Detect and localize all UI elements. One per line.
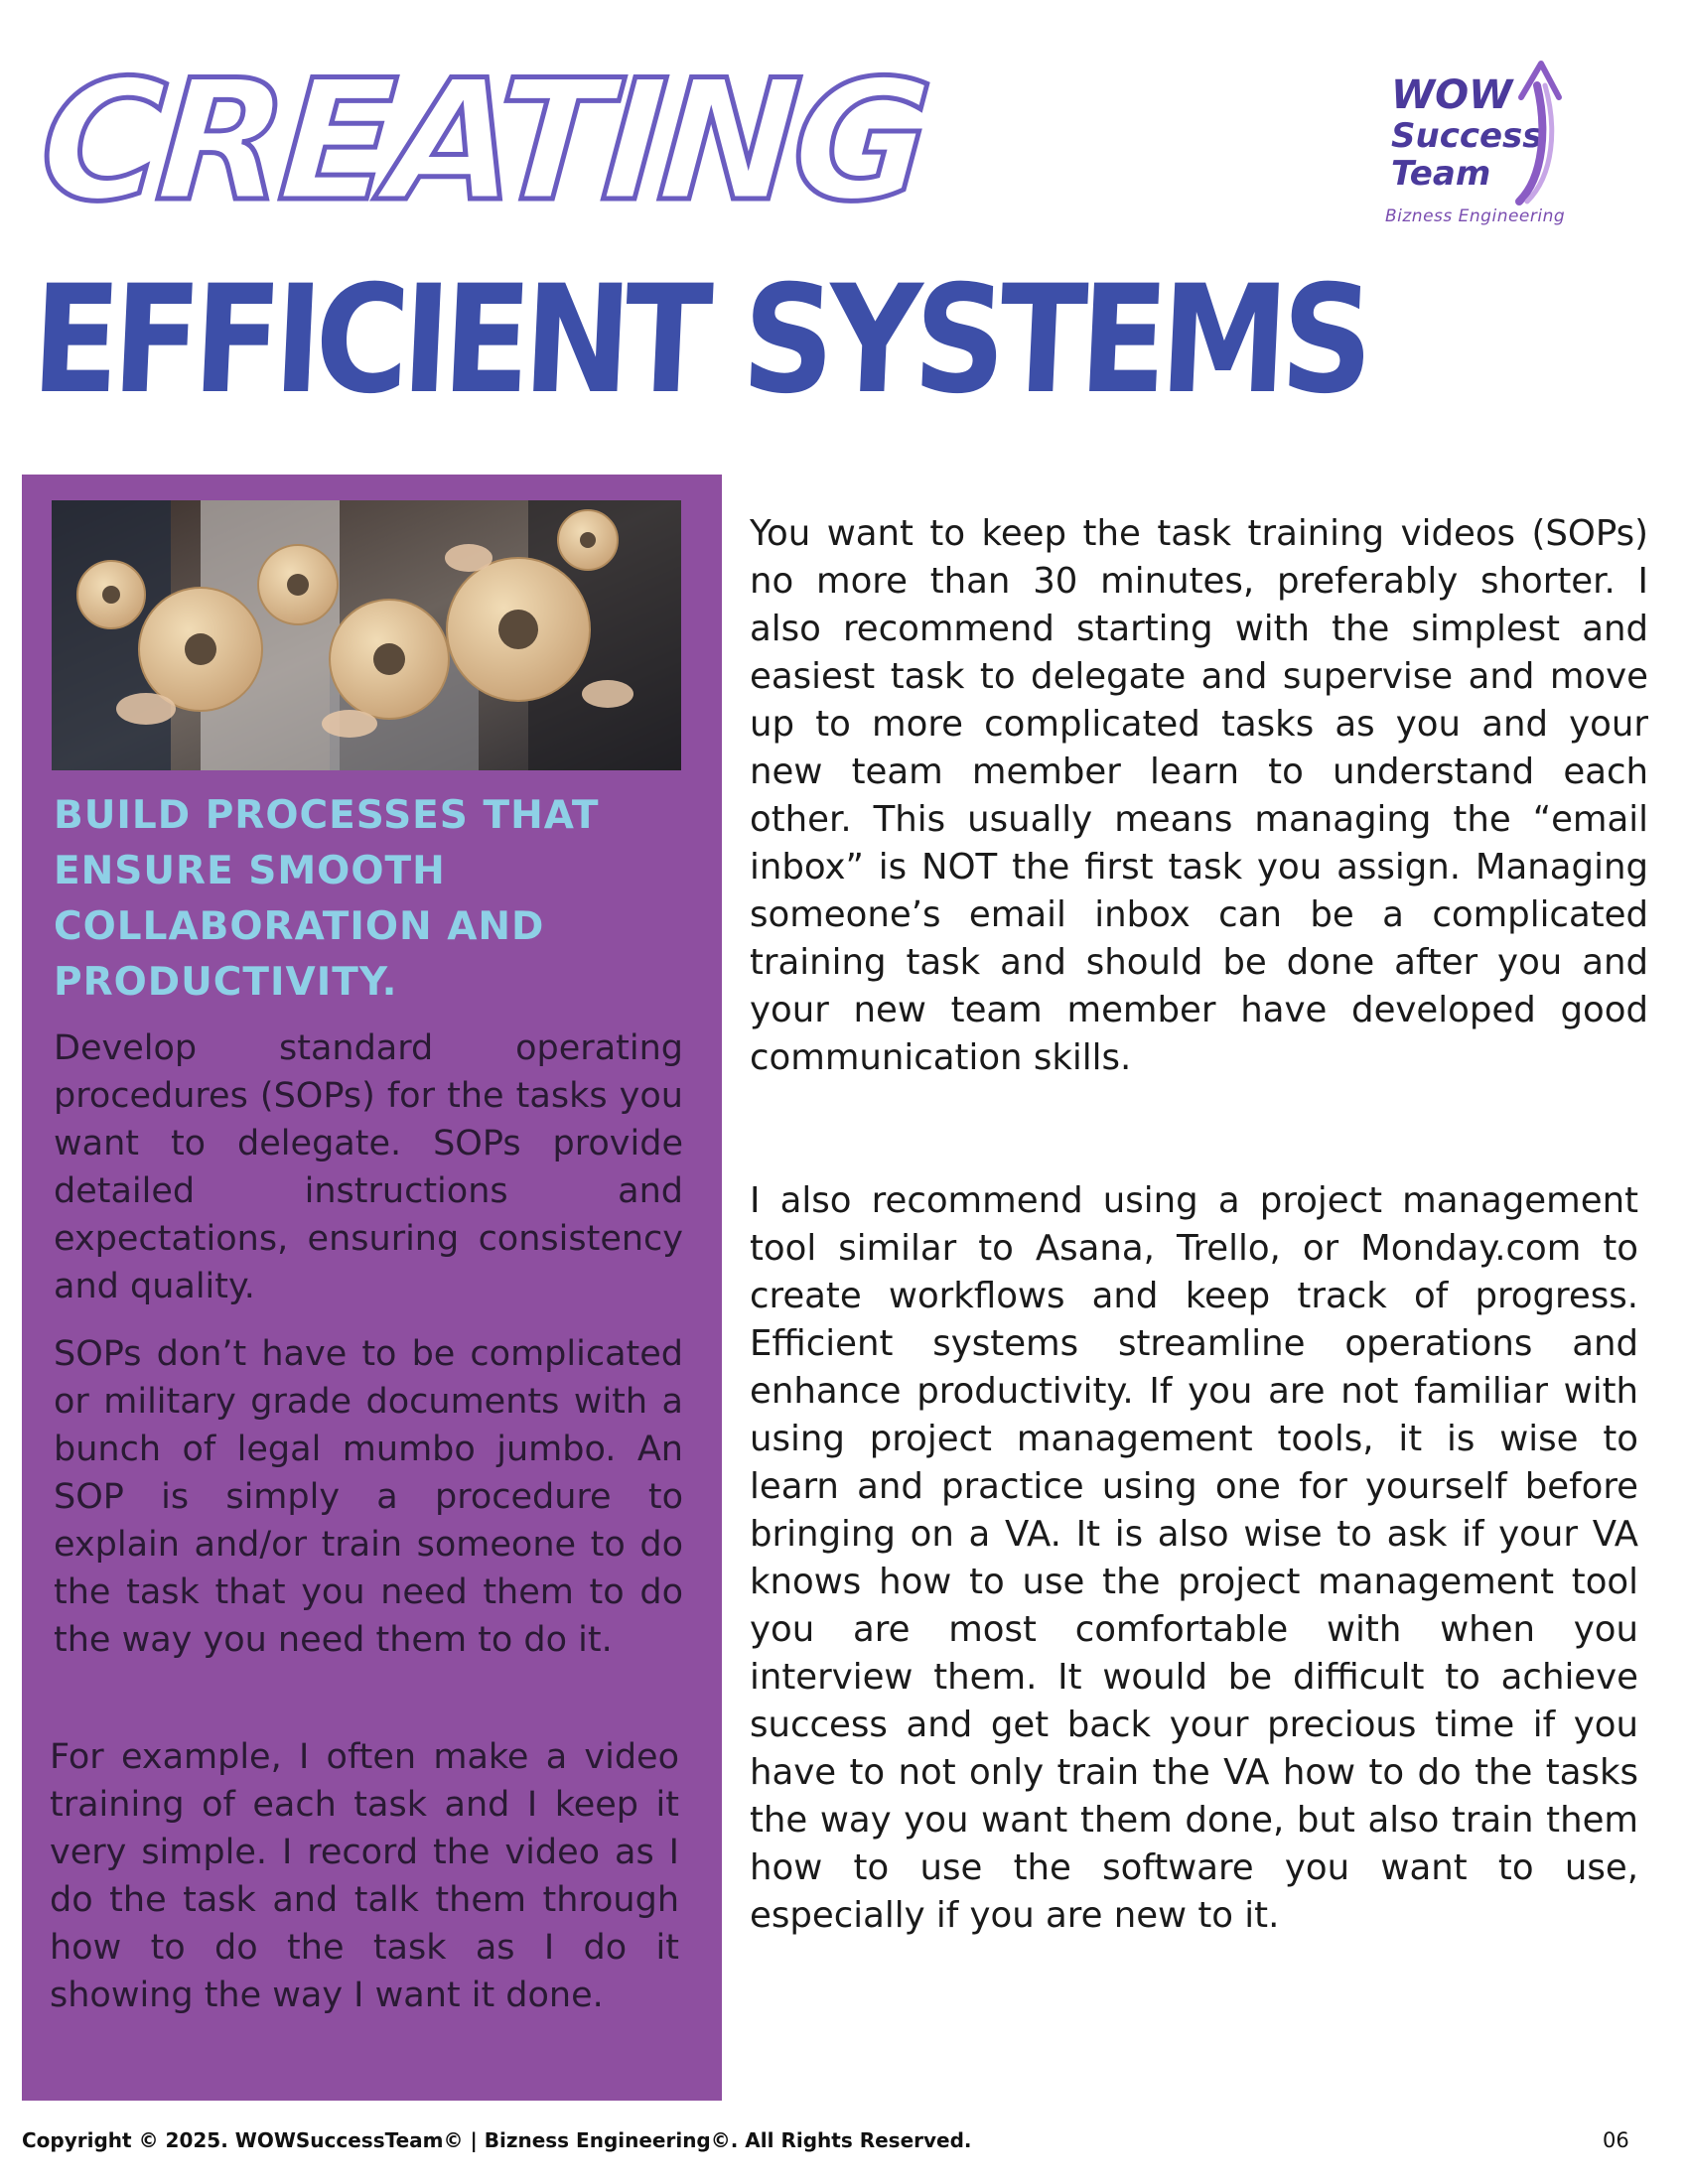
right-paragraph-2: I also recommend using a project management tool similar to Asana, Trello, or Monday.com to create workflows and keep track of progress. Efficient systems streamline operations and enhance productivity. If you are not familiar with using project management tools, it is wise to learn and practice using one for yourself before bringing on a VA. It is also wise to ask if your VA knows how to use the project management tool you are most comfortable with when you interview them. It would be difficult to achieve success and get back your precious time if you have to not only train the VA how to do the tasks the way you want them done, but also train them how to use the software you want to use, especially if you are new to it.	[750, 1180, 1638, 1936]
logo-line-3: Team	[1391, 154, 1491, 194]
footer-copyright: Copyright © 2025. WOWSuccessTeam© | Bizness Engineering©. All Rights Reserved.	[22, 2128, 972, 2152]
left-heading: BUILD PROCESSES THAT ENSURE SMOOTH COLLABORATION AND PRODUCTIVITY.	[54, 793, 600, 1005]
right-paragraph-1: You want to keep the task training videos (SOPs) no more than 30 minutes, preferably shorter. I also recommend starting with the simplest and easiest task to delegate and supervise and move up to more complicated tasks as you and your new team member learn to understand each other. This usually means managing the “email inbox” is NOT the first task you assign. Managing someone’s email inbox can be a complicated training task and should be done after you and your new team member have developed good communication skills.	[750, 513, 1648, 1078]
title-line-2: EFFICIENT SYSTEMS	[28, 254, 1371, 427]
left-paragraph-1: Develop standard operating procedures (SOPs) for the tasks you want to delegate. SOPs provide detailed instructions and expectations, ensuring consistency and quality.	[54, 1028, 683, 1306]
gears-photo	[52, 500, 681, 770]
page-number: 06	[1603, 2128, 1629, 2152]
logo-line-1: WOW	[1391, 72, 1513, 118]
logo	[1385, 58, 1584, 236]
logo-tagline: Bizness Engineering	[1385, 206, 1566, 226]
left-panel	[22, 475, 722, 2101]
left-paragraph-2: SOPs don’t have to be complicated or military grade documents with a bunch of legal mumbo jumbo. An SOP is simply a procedure to explain and/or train someone to do the task that you need them to do the way you need them to do it.	[54, 1334, 683, 1660]
arrow-up-icon	[1499, 58, 1569, 206]
left-paragraph-3: For example, I often make a video training of each task and I keep it very simple. I record the video as I do the task and talk them through how to do the task as I do it showing the way I want it done.	[50, 1737, 679, 2015]
title-line-1: CREATING	[35, 44, 931, 238]
logo-line-2: Success	[1391, 116, 1543, 156]
